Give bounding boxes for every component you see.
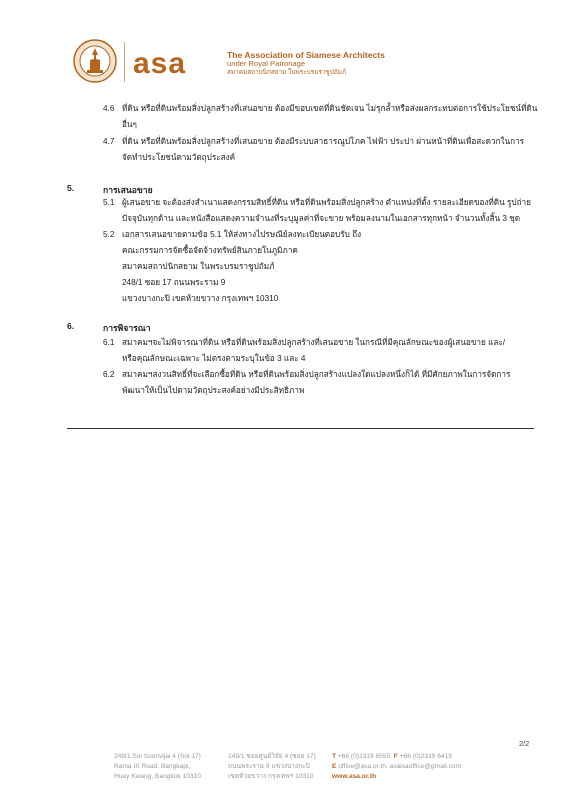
item-4-7-text-line1: ที่ดิน หรือที่ดินพร้อมสิ่งปลูกสร้างที่เสนอขาย ต้องมีระบบสาธารณูปโภค ไฟฟ้า ประปา ผ่านหน้าที่ดินเพื่อสะดวกในการ bbox=[122, 137, 525, 146]
header-divider bbox=[124, 42, 125, 82]
asa-logo bbox=[133, 51, 211, 77]
item-6-1-text-line1: สมาคมฯจะไม่พิจารณาที่ดิน หรือที่ดินพร้อมสิ่งปลูกสร้างที่เสนอขาย ในกรณีที่มีคุณลักษณะของผู้เสนอขาย และ/ bbox=[122, 338, 506, 347]
footer-contact bbox=[332, 752, 461, 782]
item-4-7-text-line2: จัดทำประโยชน์ตามวัตถุประสงค์ bbox=[122, 153, 236, 162]
section-5-title: การเสนอขาย bbox=[103, 185, 153, 195]
item-6-1-text-line2: หรือคุณลักษณะเฉพาะ ไม่ตรงตามระบุในข้อ 3 และ 4 bbox=[122, 354, 306, 363]
section-6-title: การพิจารณา bbox=[103, 323, 151, 333]
footer-address-en bbox=[114, 752, 201, 782]
item-4-6-text-line1: ที่ดิน หรือที่ดินพร้อมสิ่งปลูกสร้างที่เสนอขาย ต้องมีขอบเขตที่ดินชัดเจน ไม่รุกล้ำหรือส่งผลกระทบต่อการใช้ประโยชน์ที่ดิน bbox=[122, 104, 538, 113]
item-6-2-number: 6.2 bbox=[103, 370, 115, 379]
item-5-2-number: 5.2 bbox=[103, 230, 115, 239]
svg-text:asa: asa bbox=[133, 51, 187, 77]
item-6-2-text-line2: พัฒนาให้เป็นไปตามวัตถุประสงค์อย่างมีประสิทธิภาพ bbox=[122, 386, 305, 395]
item-4-6-text-line2: อื่นๆ bbox=[122, 120, 137, 129]
footer-phone: +66 (0)2319 6555 bbox=[337, 753, 391, 760]
footer-address-en-line2: Rama IX Road, Bangkapi, bbox=[114, 763, 191, 770]
footer-address-en-line1: 248/1 Soi Soonvijai 4 (Soi 17) bbox=[114, 753, 201, 760]
item-5-2-text-line3: สมาคมสถาปนิกสยาม ในพระบรมราชูปถัมภ์ bbox=[122, 262, 275, 271]
org-name-block bbox=[227, 51, 385, 76]
footer-email-line: E office@asa.or.th, asaisaoffice@gmail.com bbox=[332, 763, 461, 770]
item-6-1-number: 6.1 bbox=[103, 338, 115, 347]
footer-email[interactable]: office@asa.or.th, asaisaoffice@gmail.com bbox=[338, 763, 461, 770]
item-5-1-text-line2: ปัจจุบันทุกด้าน และหนังสือแสดงความจำนงที่ระบุมูลค่าที่จะขาย พร้อมลงนามในเอกสารทุกหน้า จำนวนทั้งสิ้น 3 ชุด bbox=[122, 214, 521, 223]
item-5-2-text-line2: คณะกรรมการจัดซื้อจัดจ้างทรัพย์สินภายในภูมิภาค bbox=[122, 246, 298, 255]
item-4-7-number: 4.7 bbox=[103, 137, 115, 146]
item-4-6-number: 4.6 bbox=[103, 104, 115, 113]
item-5-2-text-line1: เอกสารเสนอขายตามข้อ 5.1 ให้ส่งทางไปรษณีย์ลงทะเบียนตอบรับ ถึง bbox=[122, 230, 362, 239]
item-5-1-text-line1: ผู้เสนอขาย จะต้องส่งสำเนาแสดงกรรมสิทธิ์ที่ดิน หรือที่ดินพร้อมสิ่งปลูกสร้าง ตำแหน่งที่ตั้ง รายละเอียดของที่ดิน รูปถ่าย bbox=[122, 198, 531, 207]
asa-seal-emblem bbox=[73, 39, 117, 83]
content-end-rule bbox=[67, 428, 534, 429]
footer-address-en-line3: Huay Kwang, Bangkok 10310 bbox=[114, 773, 201, 780]
page-number: 2/2 bbox=[519, 739, 530, 748]
footer-address-th-line1: 248/1 ซอยศูนย์วิจัย 4 (ซอย 17) bbox=[228, 753, 316, 760]
org-patronage: under Royal Patronage bbox=[227, 59, 306, 69]
footer-address-th bbox=[228, 752, 316, 782]
org-name-th: สมาคมสถาปนิกสยาม ในพระบรมราชูปถัมภ์ bbox=[227, 68, 347, 76]
section-6-number: 6. bbox=[67, 321, 75, 331]
footer-website[interactable]: www.asa.or.th bbox=[332, 773, 377, 780]
item-5-2-text-line4: 248/1 ซอย 17 ถนนพระราม 9 bbox=[122, 278, 226, 287]
footer-address-th-line2: ถนนพระราม 9 แขวงบางกะปิ bbox=[228, 763, 310, 770]
item-5-1-number: 5.1 bbox=[103, 198, 115, 207]
org-name-en: The Association of Siamese Architects bbox=[227, 50, 385, 60]
footer-address-th-line3: เขตห้วยขวาง กรุงเทพฯ 10310 bbox=[228, 773, 314, 780]
item-5-2-text-line5: แขวงบางกะปิ เขตห้วยขวาง กรุงเทพฯ 10310 bbox=[122, 294, 279, 303]
item-6-2-text-line1: สมาคมฯสงวนสิทธิ์ที่จะเลือกซื้อที่ดิน หรือที่ดินพร้อมสิ่งปลูกสร้างแปลงใดแปลงหนึ่งก็ได้ ที่มีศักยภาพในการจัดการ bbox=[122, 370, 511, 379]
section-5-number: 5. bbox=[67, 183, 75, 193]
footer-phone-fax: T +66 (0)2319 6555 F +66 (0)2319 6419 bbox=[332, 753, 452, 760]
footer-fax: +66 (0)2319 6419 bbox=[399, 753, 452, 760]
